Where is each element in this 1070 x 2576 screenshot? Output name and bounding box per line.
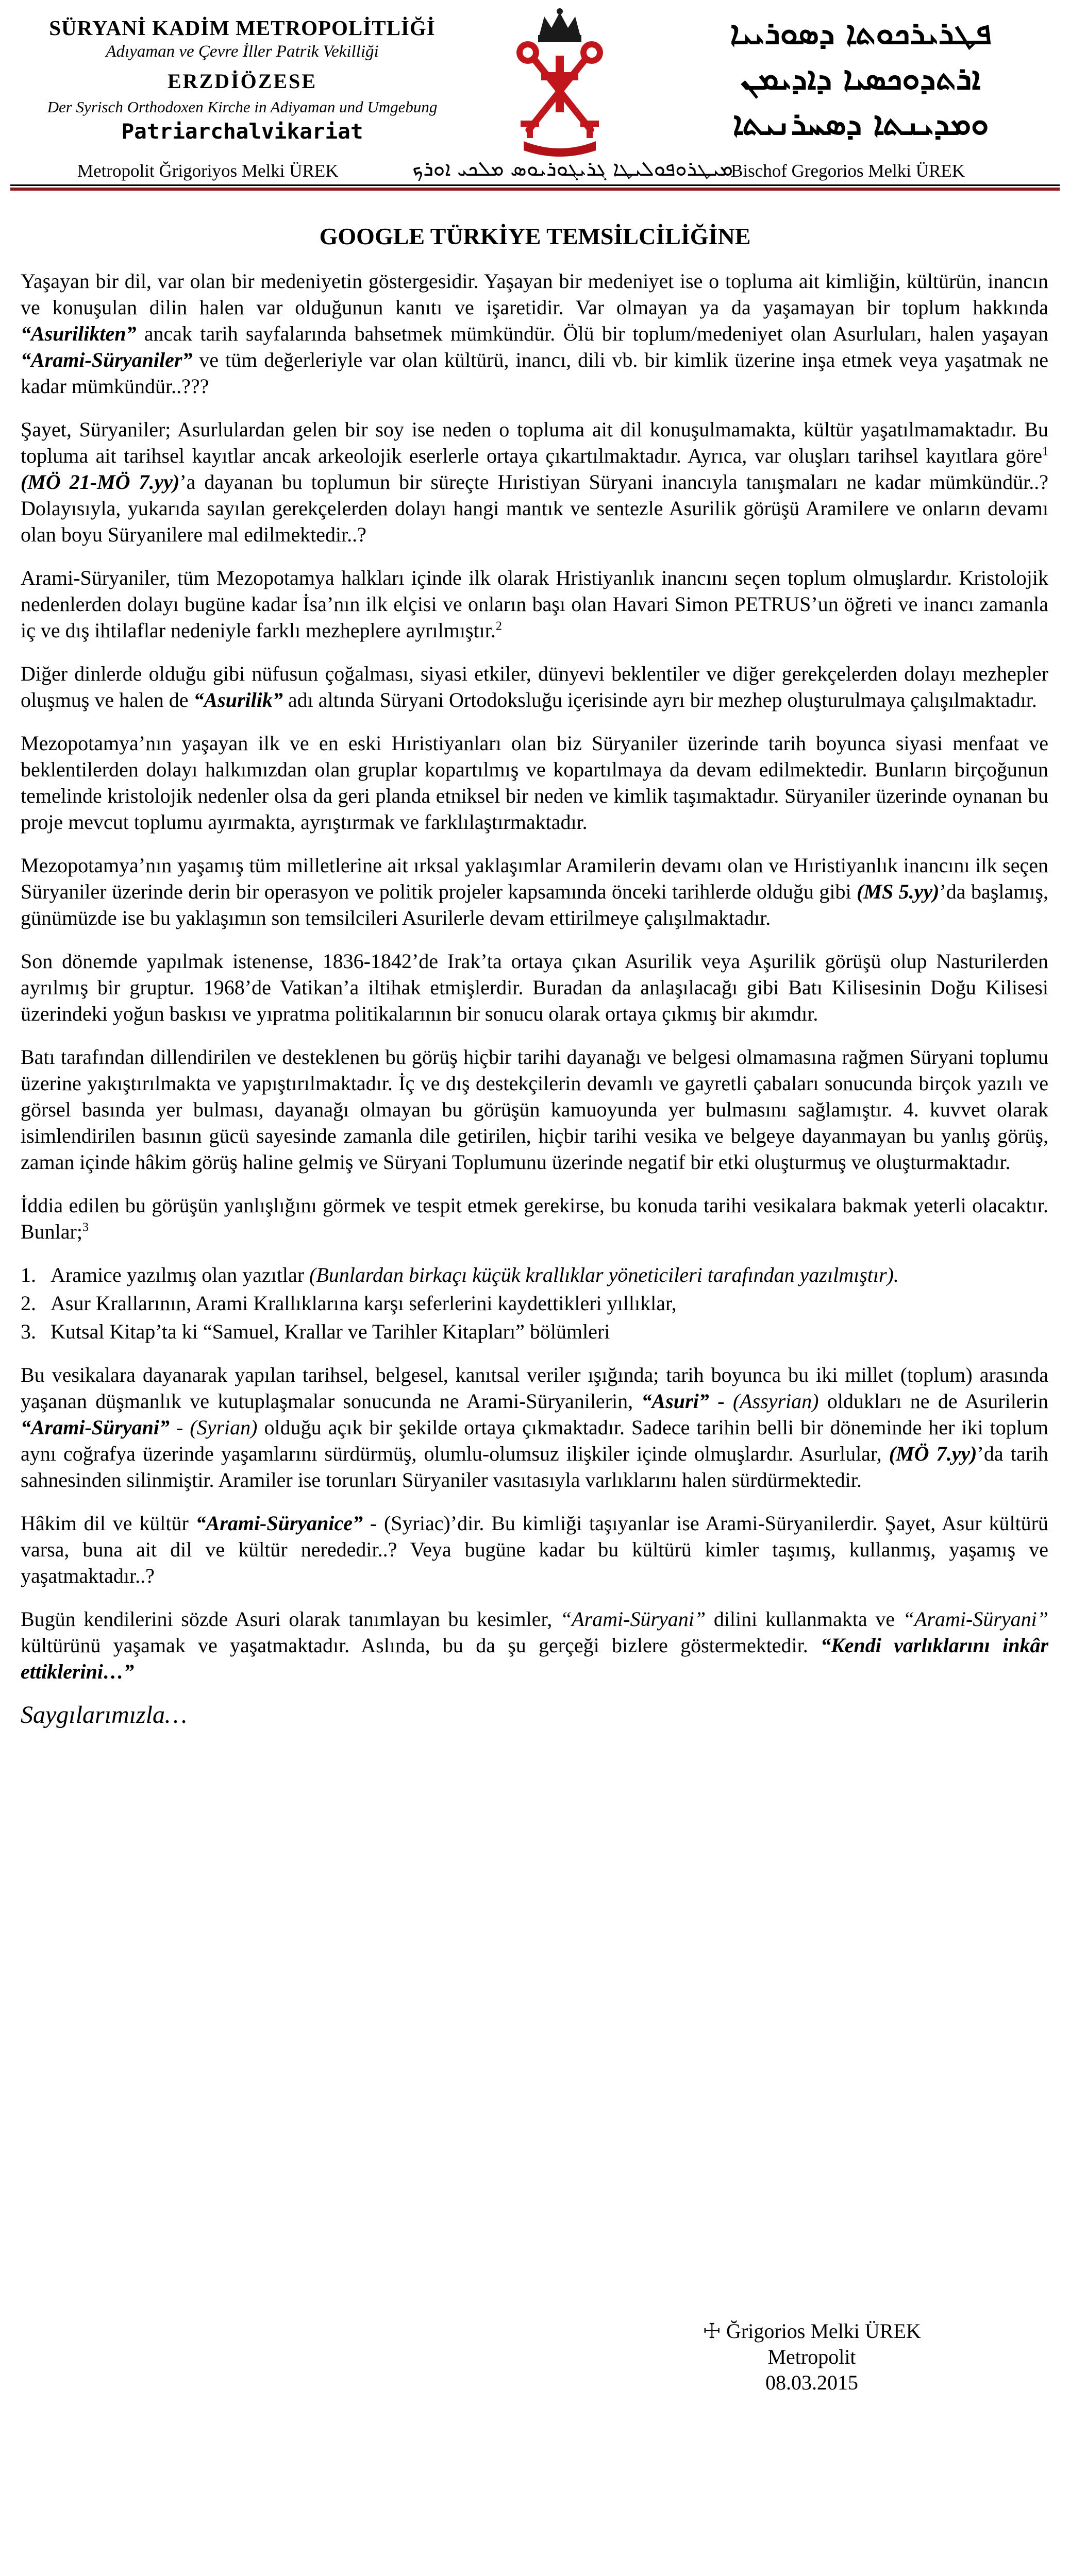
document-list [21,1262,1048,1345]
cross-icon: ☩ [703,2319,722,2343]
closing-salutation: Saygılarımızla… [21,1701,187,1728]
signature-name: Ğrigorios Melki ÜREK [726,2319,921,2343]
syriac-line-2: ܐܪܬܕܘܟܣܝܐ ܕܐܕܝܡܢ [741,59,981,97]
org-title: SÜRYANİ KADİM METROPOLİTLİĞİ [49,16,436,40]
signature-block [691,2318,933,2396]
letterhead-divider-accent [10,188,1060,191]
bischof-name-de: Bischof Gregorios Melki ÜREK [731,161,965,181]
letterhead-syriac-right [670,10,1051,146]
signature-title: Metropolit [767,2345,856,2368]
paragraph-11: Hâkim dil ve kültür “Arami-Süryanice” - (Syriac)’dir. Bu kimliği taşıyanlar ise Arami-Süryanilerdir. Şayet, Asur kültürü varsa, buna ait dil ve kültür nerededir..? Veya bugüne kadar bu kültürü kimler taşımış, kullanmış, yaşamış ve yaşatmaktadır..? [21,1512,1048,1587]
paragraph-9: İddia edilen bu görüşün yanlışlığını görmek ve tespit etmek gerekirse, bu konuda tarihi vesikalara bakmak yeterli olacaktır. Bunlar;$^3$ [21,1194,1048,1243]
syriac-line-1: ܦܛܪܝܪܟܘܬܐ ܕܣܘܪܝܝܐ [730,14,992,52]
paragraph-10: Bu vesikalara dayanarak yapılan tarihsel, belgesel, kanıtsal veriler ışığında; tarih boyunca bu iki millet (toplum) arasında yaşanan düşmanlık ve kutuplaşmalar sonucunda ne Arami-Süryanilerin, “Asuri” - (Assyrian) oldukları ne de Asurilerin “Arami-Süryani” - (Syrian) olduğu açık bir şekilde ortaya çıkmaktadır. Sadece tarihin belli bir döneminde her iki toplum aynı coğrafya üzerinde yaşamlarını sürdürmüş, olumlu-olumsuz ilişkiler içinde olmuşlardır. Asurlular, (MÖ 7.yy)’da tarih sahnesinden silinmiştir. Aramiler ise torunları Süryaniler vasıtasıyla varlıklarını halen sürdürmektedir. [21,1363,1049,1492]
patriarchalvikariat-label: Patriarchalvikariat [121,119,363,144]
paragraph-6: Mezopotamya’nın yaşamış tüm milletlerine ait ırksal yaklaşımlar Aramilerin devamı olan ve Hıristiyanlık inancını ilk seçen Süryaniler üzerinde derin bir operasyon ve politik projeler kapsamında önceki tarihlerde olduğu gibi (MS 5.yy)’da başlamış, günümüzde ise bu yaklaşımın son temsilcileri Asurilerle devam ettirilmeye çalışılmaktadır. [21,854,1048,929]
signature-name-line [691,2318,933,2344]
list-item: 3. Kutsal Kitap’ta ki “Samuel, Krallar ve Tarihler Kitapları” bölümleri [21,1320,610,1343]
paragraph-7: Son dönemde yapılmak istenense, 1836-1842’de Irak’ta ortaya çıkan Asurilik veya Aşurilik görüşü olup Nasturilerden ayrılmış bir gruptur. 1968’de Vatikan’a iltihak etmişlerdir. Buradan da anlaşılacağı gibi Batı Kilisesinin Doğu Kilisesi üzerindeki yoğun baskısı ve yıpratma politikalarının bir sonucu olarak ortaya çıkmış bir akımdır. [21,950,1048,1025]
letterhead-left [21,14,464,145]
church-seal-icon [508,6,611,159]
paragraph-12: Bugün kendilerini sözde Asuri olarak tanımlayan bu kesimler, “Arami-Süryani” dilini kullanmakta ve “Arami-Süryani” kültürünü yaşamak ve yaşatmaktadır. Aslında, bu da şu gerçeği bizlere göstermektedir. “Kendi varlıklarını inkâr ettiklerini…” [21,1607,1049,1683]
erzdioezese-label: ERZDİÖZESE [167,70,317,93]
metropolit-name-syriac: ܡܝܛܪܘܦܘܠܝܛܐ ܓܪܝܓܘܪܝܘܣ ܡܠܟܝ ܐܘܪܟ [412,157,733,181]
footnote-ref-3[interactable]: 3 [82,1221,89,1234]
metropolit-name-tr: Metropolit Ğrigoriyos Melki ÜREK [77,161,339,181]
footnote-ref-1[interactable]: 1 [1042,445,1048,459]
german-subtitle: Der Syrisch Orthodoxen Kirche in Adiyaman und Umgebung [47,98,438,116]
signature-date: 08.03.2015 [765,2371,858,2394]
paragraph-8: Batı tarafından dillendirilen ve desteklenen bu görüş hiçbir tarihi dayanağı ve belgesi olmamasına rağmen Süryani toplumu üzerine yakıştırılmakta ve yapıştırılmaktadır. İç ve dış destekçilerin devamlı ve gayretli çabaları sonucunda birçok yazılı ve görsel basında yer bulması, dayanağı olmayan bu görüşün kamuoyunda yer bulmasını sağlamıştır. 4. kuvvet olarak isimlendirilen basının gücü sayesinde zamanla dile getirilen, hiçbir tarihi vesika ve belgeye dayanmayan bu yanlış görüş, zaman içinde hâkim görüş haline gelmiş ve Süryani Toplumunu üzerinde negatif bir etki oluşturmuş ve oluşturmaktadır. [21,1045,1048,1174]
paragraph-2: Şayet, Süryaniler; Asurlulardan gelen bir soy ise neden o topluma ait dil konuşulmamakta, kültür yaşatılmamaktadır. Bu topluma ait tarihsel kayıtlar ancak arkeolojik eserlerle ortaya çıkartılmaktadır. Ayrıca, var oluşları tarihsel kayıtlara göre$^1$ (MÖ 21-MÖ 7.yy)’a dayanan bu toplumun bir süreçte Hıristiyan Süryani inancıyla tanışmaları ne kadar mümkündür..? Dolayısıyla, yukarıda sayılan gerekçelerden dolayı hangi mantık ve sentezle Asurilik görüşü Aramilere ve onların devamı olan boyu Süryanilere mal edilmektedir..? [21,418,1049,546]
letter-heading: GOOGLE TÜRKİYE TEMSİLCİLİĞİNE [319,223,751,249]
list-item: 1. Aramice yazılmış olan yazıtlar (Bunlardan birkaçı küçük krallıklar yöneticileri tarafından yazılmıştır). [21,1263,899,1286]
paragraph-3: Arami-Süryaniler, tüm Mezopotamya halkları içinde ilk olarak Hristiyanlık inancını seçen toplum olmuşlardır. Kristolojik nedenlerden dolayı bugüne kadar İsa’nın ilk elçisi ve onların başı olan Havari Simon PETRUS’un öğreti ve inancı zamanla iç ve dış ihtilaflar nedeniyle farklı mezheplere ayrılmıştır.$^2$ [21,566,1048,642]
letterhead-divider [10,184,1060,186]
paragraph-4: Diğer dinlerde olduğu gibi nüfusun çoğalması, siyasi etkiler, dünyevi beklentiler ve diğer gerekçelerden dolayı mezhepler oluşmuş ve halen de “Asurilik” adı altında Süryani Ortodoksluğu içerisinde ayrı bir mezhep oluşturulmaya çalışılmaktadır. [21,662,1048,711]
list-item: 2. Asur Krallarının, Arami Krallıklarına karşı seferlerini kaydettikleri yıllıklar, [21,1292,677,1315]
paragraph-1: Yaşayan bir dil, var olan bir medeniyetin göstergesidir. Yaşayan bir medeniyet ise o topluma ait kimliğin, kültürün, inancın ve konuşulan dilin halen var olduğunun kanıtı ve işaretidir. Var olmayan ya da yaşamayan bir toplum hakkında “Asurilikten” ancak tarih sayfalarında bahsetmek mümkündür. Ölü bir toplum/medeniyet olan Asurluları, halen yaşayan “Arami-Süryaniler” ve tüm değerleriyle var olan kültürü, inancı, dili vb. bir kimlik üzerine inşa etmek veya yaşatmak ne kadar mümkündür..??? [21,269,1048,398]
letter-body [21,268,1048,1743]
syriac-line-3: ܘܡܕܝܢܬܐ ܕܣܚܪܢܝܬܐ [732,105,989,142]
paragraph-5: Mezopotamya’nın yaşayan ilk ve en eski Hıristiyanları olan biz Süryaniler üzerinde tarih boyunca siyasi menfaat ve beklentilerden dolayı halkımızdan olan gruplar kopartılmış ve kopartılmaya da devam edilmektedir. Bunların birçoğunun temelinde kristolojik nedenler olsa da geri planda etniksel bir neden ve kimlik taşımaktadır. Süryaniler üzerinde oynanan bu proje mevcut toplumu ayırmakta, ayrıştırmak ve farklılaştırmaktadır. [21,732,1048,834]
footnote-ref-2[interactable]: 2 [495,619,502,633]
org-subtitle: Adıyaman ve Çevre İller Patrik Vekilliği [106,42,379,61]
